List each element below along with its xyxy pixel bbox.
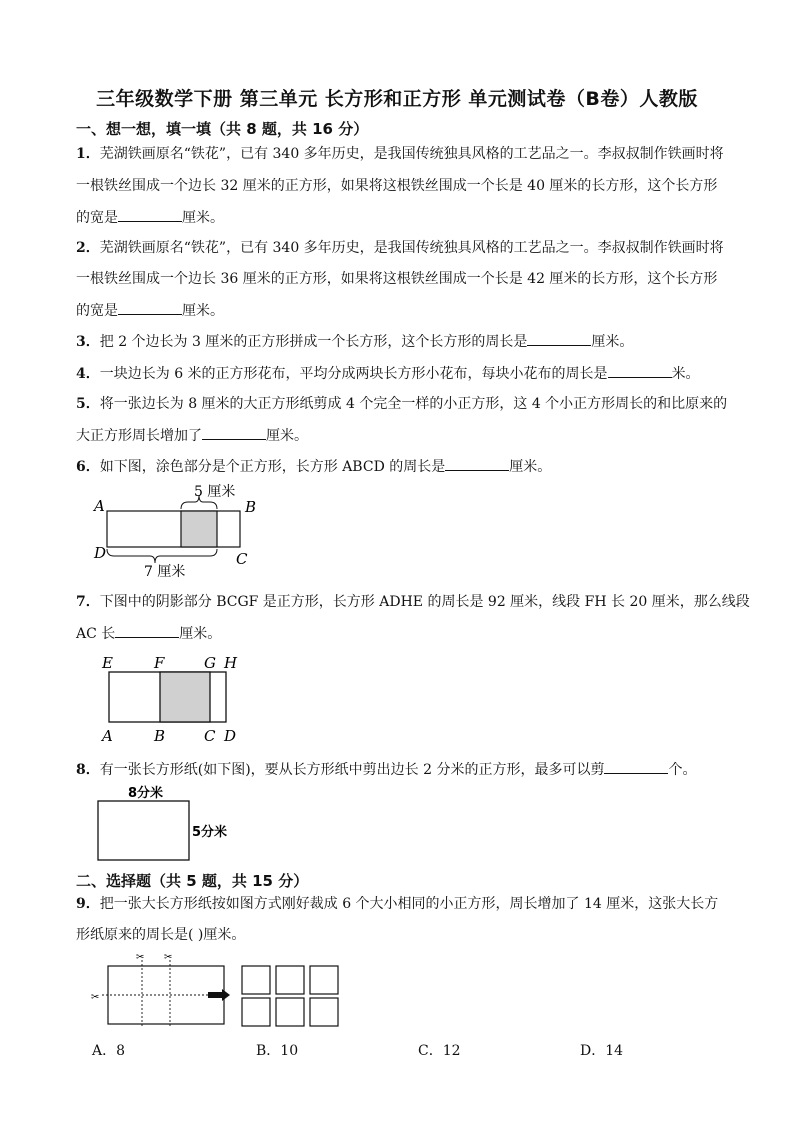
question-number: 4．	[76, 366, 100, 382]
small-square	[276, 966, 304, 994]
question-number: 5．	[76, 396, 100, 412]
label-5dm: 5分米	[192, 825, 228, 840]
question-text: 米。	[671, 366, 700, 382]
shaded-square-bcgf	[160, 672, 210, 722]
question-text: 芜湖铁画原名“铁花”，已有 340 多年历史，是我国传统独具风格的工艺品之一。李叔叔制作铁画时将	[99, 240, 724, 256]
question-text: 厘米。	[182, 210, 224, 226]
point-b: B	[154, 727, 166, 745]
question-text: 下图中的阴影部分 BCGF 是正方形，长方形 ADHE 的周长是 92 厘米，线段 FH 长 20 厘米，那么线段	[99, 594, 750, 610]
question-text: AC 长	[76, 626, 116, 642]
section-2-heading: 二、选择题（共 5 题，共 15 分）	[76, 872, 309, 890]
question-2-line-2: 一根铁丝围成一个边长 36 厘米的正方形，如果将这根铁丝围成一个长是 42 厘米的长方形，这个长方形	[76, 271, 718, 287]
question-text: 厘米。	[179, 626, 222, 642]
figure-paper-rectangle	[94, 783, 244, 865]
option-a[interactable]: A．8	[92, 1043, 126, 1059]
answer-blank[interactable]	[527, 331, 591, 346]
small-square	[310, 966, 338, 994]
label-7cm: 7 厘米	[144, 564, 186, 580]
question-text: 厘米。	[266, 428, 308, 444]
point-e: E	[102, 654, 113, 672]
vertex-a: A	[94, 497, 105, 515]
section-1-heading: 一、想一想，填一填（共 8 题，共 16 分）	[76, 120, 369, 138]
question-text: 厘米。	[509, 459, 552, 475]
question-text: 个。	[668, 762, 697, 778]
question-2-line-3	[76, 300, 224, 321]
label-5cm: 5 厘米	[194, 484, 236, 500]
question-1-line-1	[76, 144, 724, 164]
question-text: 有一张长方形纸(如下图)，要从长方形纸中剪出边长 2 分米的正方形，最多可以剪	[99, 762, 605, 778]
answer-blank[interactable]	[118, 207, 182, 222]
question-1-line-3	[76, 207, 224, 228]
question-number: 1．	[76, 146, 100, 162]
question-2-line-1	[76, 238, 724, 258]
point-c: C	[204, 727, 216, 745]
question-text: 芜湖铁画原名“铁花”，已有 340 多年历史，是我国传统独具风格的工艺品之一。李叔叔制作铁画时将	[99, 146, 724, 162]
point-h: H	[224, 654, 238, 672]
question-text: 一块边长为 6 米的正方形花布，平均分成两块长方形小花布，每块小花布的周长是	[99, 366, 608, 382]
answer-blank[interactable]	[115, 623, 179, 638]
small-square	[242, 998, 270, 1026]
page-title: 三年级数学下册 第三单元 长方形和正方形 单元测试卷（B卷）人教版	[96, 88, 698, 110]
arrow-right-icon	[208, 989, 230, 1001]
question-4	[76, 363, 700, 384]
question-8	[76, 759, 696, 780]
vertex-b: B	[245, 498, 257, 516]
question-number: 6．	[76, 459, 100, 475]
question-number: 8．	[76, 762, 100, 778]
label-8dm: 8分米	[128, 786, 164, 801]
answer-blank[interactable]	[608, 363, 672, 378]
shaded-square	[181, 511, 217, 547]
answer-blank[interactable]	[118, 300, 182, 315]
figure-rectangle-abcd	[88, 478, 278, 584]
question-9-line-1	[76, 894, 718, 914]
question-5-line-2	[76, 425, 308, 446]
small-square	[276, 998, 304, 1026]
question-text: 把 2 个边长为 3 厘米的正方形拼成一个长方形，这个长方形的周长是	[99, 334, 528, 350]
scissors-icon: ✂	[91, 992, 100, 1003]
bottom-brace	[107, 549, 217, 563]
question-5-line-1	[76, 394, 727, 414]
question-text: 如下图，涂色部分是个正方形，长方形 ABCD 的周长是	[99, 459, 446, 475]
question-text: 厘米。	[591, 334, 634, 350]
answer-blank[interactable]	[604, 759, 668, 774]
scissors-icon: ✂	[136, 952, 145, 963]
question-6	[76, 456, 551, 477]
paper-rectangle	[98, 801, 189, 860]
point-a: A	[102, 727, 113, 745]
question-number: 3．	[76, 334, 100, 350]
option-c[interactable]: C．12	[418, 1043, 461, 1059]
question-7-line-1	[76, 592, 750, 612]
vertex-c: C	[236, 550, 248, 568]
question-9-line-2: 形纸原来的周长是( )厘米。	[76, 927, 246, 943]
question-1-line-2: 一根铁丝围成一个边长 32 厘米的正方形，如果将这根铁丝围成一个长是 40 厘米的长方形，这个长方形	[76, 178, 718, 194]
option-d[interactable]: D．14	[580, 1043, 624, 1059]
question-7-line-2	[76, 623, 221, 644]
rectangle-abcd	[107, 511, 240, 547]
small-square	[242, 966, 270, 994]
question-text: 把一张大长方形纸按如图方式刚好裁成 6 个大小相同的小正方形，周长增加了 14 厘米，这张大长方	[99, 896, 719, 912]
question-text: 厘米。	[182, 303, 224, 319]
point-g: G	[204, 654, 216, 672]
question-text: 大正方形周长增加了	[76, 428, 202, 444]
vertex-d: D	[94, 544, 107, 562]
figure-cut-paper	[88, 950, 348, 1032]
scissors-icon: ✂	[164, 952, 173, 963]
question-number: 2．	[76, 240, 100, 256]
small-square	[310, 998, 338, 1026]
question-number: 9．	[76, 896, 100, 912]
point-f: F	[154, 654, 165, 672]
question-3	[76, 331, 633, 352]
answer-blank[interactable]	[202, 425, 266, 440]
question-number: 7．	[76, 594, 100, 610]
question-text: 将一张边长为 8 厘米的大正方形纸剪成 4 个完全一样的小正方形，这 4 个小正方形周长的和比原来的	[99, 396, 728, 412]
point-d: D	[224, 727, 237, 745]
figure-rectangle-adhe	[96, 652, 256, 746]
question-text: 的宽是	[76, 210, 118, 226]
option-b[interactable]: B．10	[256, 1043, 299, 1059]
answer-blank[interactable]	[445, 456, 509, 471]
question-text: 的宽是	[76, 303, 118, 319]
